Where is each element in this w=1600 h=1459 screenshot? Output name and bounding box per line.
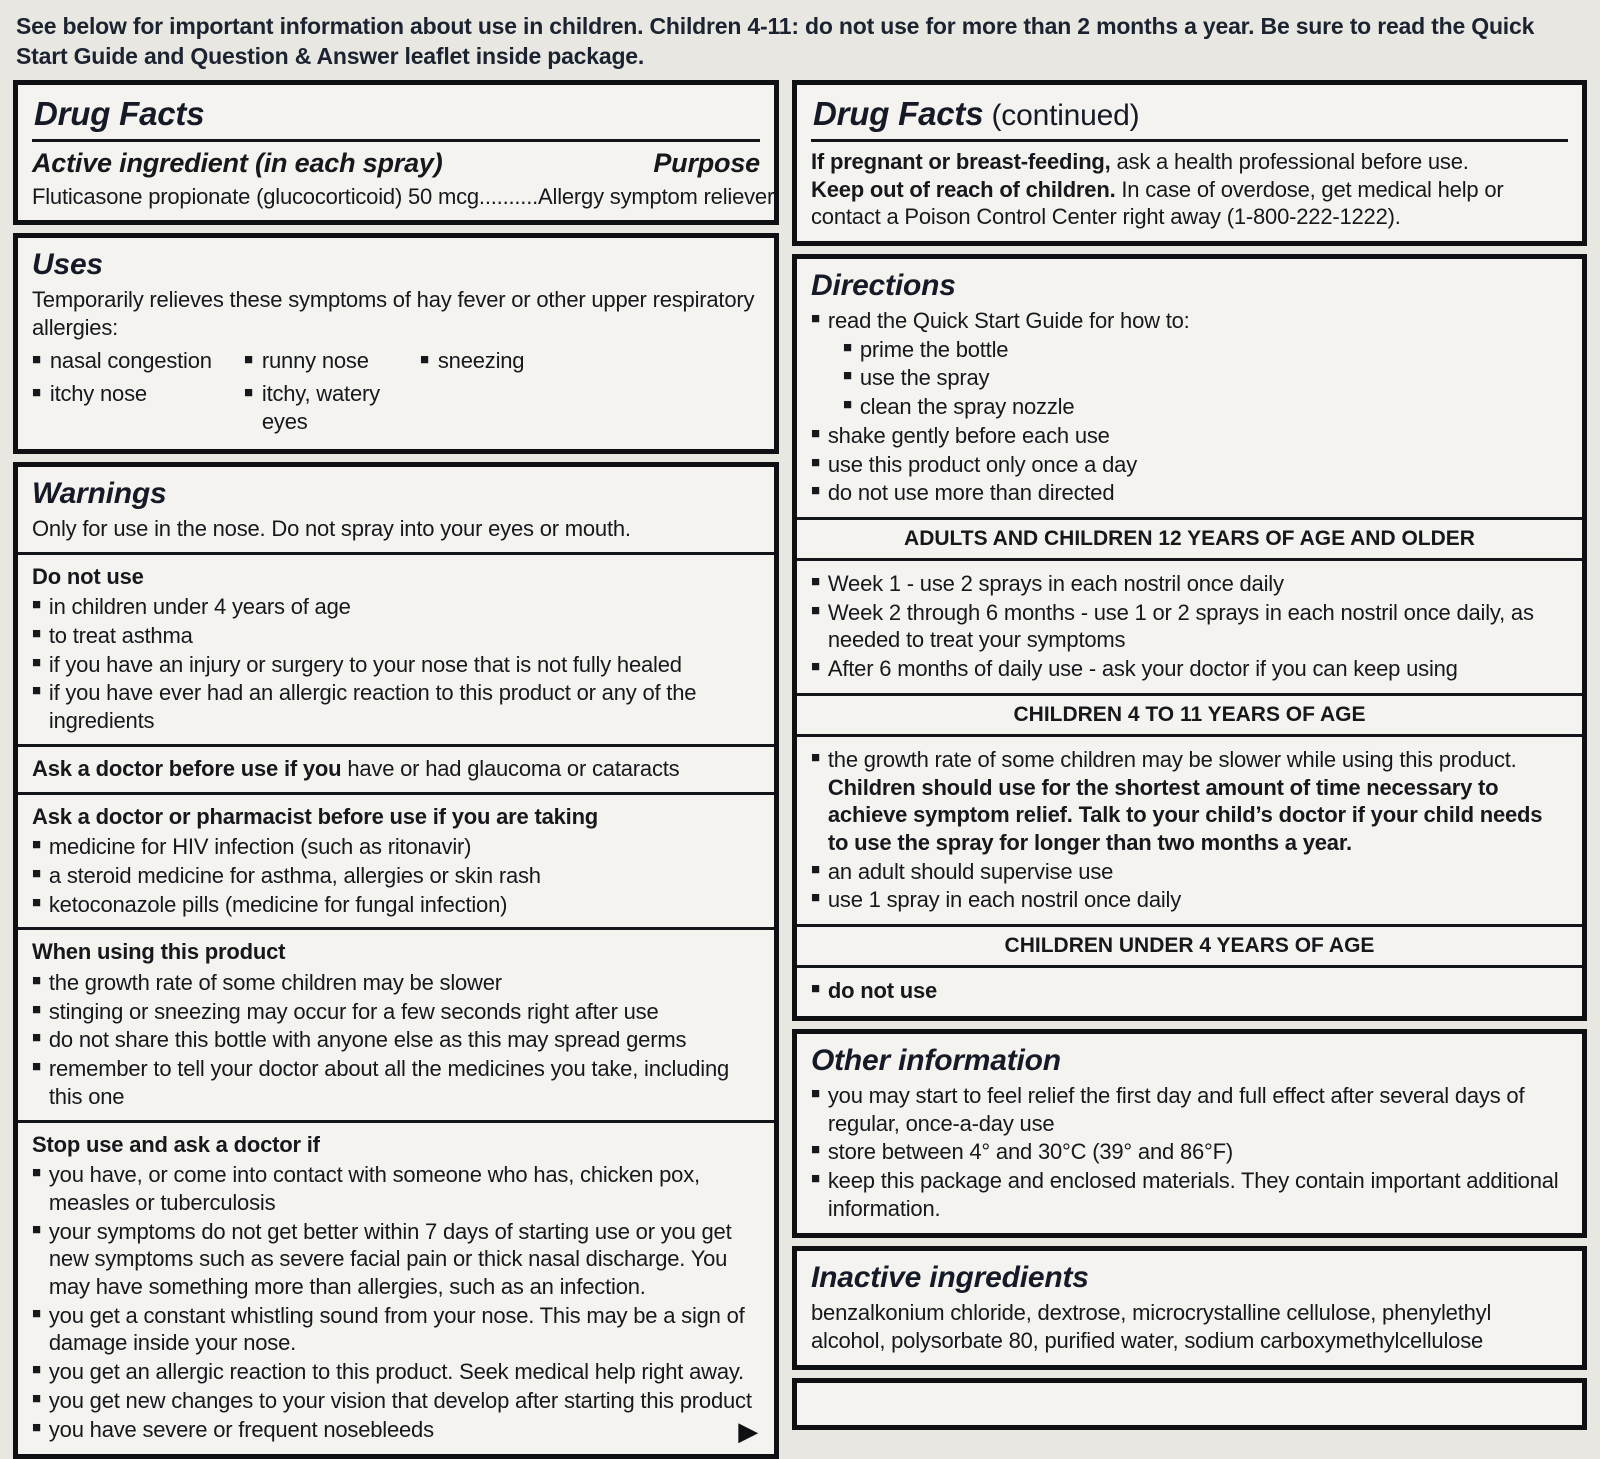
bullet-square-icon: ■ xyxy=(811,1141,820,1159)
active-ingredient-header-row xyxy=(32,148,760,179)
continued-arrow-icon: ▶ xyxy=(738,1416,758,1447)
bullet-item xyxy=(32,679,760,734)
bullet-square-icon: ■ xyxy=(32,383,41,401)
bullet-square-icon: ■ xyxy=(811,980,820,998)
bullet-item xyxy=(811,599,1568,654)
bullet-square-icon: ■ xyxy=(32,682,41,700)
bullet-item xyxy=(32,1026,760,1054)
children-4-11-header: CHILDREN 4 TO 11 YEARS OF AGE xyxy=(797,693,1582,737)
bullet-square-icon: ■ xyxy=(32,1418,41,1436)
bullet-square-icon: ■ xyxy=(32,1361,41,1379)
bullet-item-text: if you have ever had an allergic reaction to this product or any of the ingredients xyxy=(48,680,697,734)
bullet-square-icon: ■ xyxy=(32,1164,41,1182)
bullet-item-text: After 6 months of daily use - ask your doctor if you can keep using xyxy=(827,656,1458,682)
bullet-item xyxy=(811,422,1568,450)
bullet-item xyxy=(244,380,420,437)
children-under-4-header: CHILDREN UNDER 4 YEARS OF AGE xyxy=(797,924,1582,968)
bullet-item xyxy=(32,1358,760,1386)
bullet-item xyxy=(244,347,420,376)
bullet-item xyxy=(843,393,1568,421)
bullet-item-text: do not use xyxy=(827,978,938,1004)
empty-panel xyxy=(792,1378,1587,1430)
bullet-item-text: itchy, watery eyes xyxy=(261,380,380,435)
stop-use-list xyxy=(32,1161,760,1447)
divider xyxy=(32,139,760,142)
bullet-item xyxy=(32,347,244,376)
bullet-square-icon: ■ xyxy=(32,893,41,911)
bullet-item xyxy=(32,1416,760,1447)
adults-list xyxy=(811,570,1568,683)
bullet-square-icon: ■ xyxy=(32,971,41,989)
bullet-item xyxy=(32,651,760,679)
bullet-square-icon: ■ xyxy=(811,860,820,878)
bullet-item-text: you get new changes to your vision that develop after starting this product xyxy=(48,1387,752,1413)
bullet-item-text: the growth rate of some children may be slower xyxy=(48,969,502,995)
bullet-item-text: clean the spray nozzle xyxy=(859,394,1075,420)
bullet-item xyxy=(32,380,244,437)
left-column xyxy=(13,80,779,1447)
bullet-item xyxy=(420,347,760,376)
bullet-item-text: do not use more than directed xyxy=(827,480,1115,506)
divider xyxy=(18,744,774,747)
bullet-item xyxy=(32,891,760,919)
bullet-square-icon: ■ xyxy=(811,424,820,442)
bullet-item-text: Week 2 through 6 months - use 1 or 2 sprays in each nostril once daily, as needed to treat your symptoms xyxy=(827,599,1534,653)
bullet-item-text: stinging or sneezing may occur for a few seconds right after use xyxy=(48,998,659,1024)
bullet-square-icon: ■ xyxy=(843,396,852,414)
bullet-item-text: keep this package and enclosed materials. They contain important additional information. xyxy=(827,1168,1559,1221)
bullet-item xyxy=(811,977,1568,1005)
bullet-item xyxy=(811,655,1568,683)
bullet-item xyxy=(811,746,1568,857)
bullet-item xyxy=(32,1161,760,1216)
bullet-item-text: itchy nose xyxy=(49,380,147,406)
active-ingredient-heading: Active ingredient (in each spray) xyxy=(32,147,443,178)
bullet-item xyxy=(811,886,1568,914)
bullet-item xyxy=(843,336,1568,364)
when-using-list xyxy=(32,969,760,1111)
bullet-square-icon: ■ xyxy=(811,748,820,766)
bullet-square-icon: ■ xyxy=(32,1389,41,1407)
inactive-ingredients-title: Inactive ingredients xyxy=(811,1261,1089,1295)
bullet-item-text: shake gently before each use xyxy=(827,422,1110,448)
bullet-square-icon: ■ xyxy=(811,309,820,327)
other-information-title: Other information xyxy=(811,1043,1061,1077)
drug-facts-panel xyxy=(13,80,779,225)
warnings-title: Warnings xyxy=(32,477,167,510)
bullet-item xyxy=(811,479,1568,507)
bullet-item xyxy=(32,622,760,650)
divider xyxy=(18,792,774,795)
bullet-square-icon: ■ xyxy=(244,351,253,369)
bullet-item-text: Week 1 - use 2 sprays in each nostril once daily xyxy=(827,570,1284,596)
uses-section xyxy=(13,233,779,454)
bullet-item-text: if you have an injury or surgery to your nose that is not fully healed xyxy=(48,651,682,677)
bullet-square-icon: ■ xyxy=(811,1170,820,1188)
bullet-item xyxy=(811,1138,1568,1166)
directions-title: Directions xyxy=(811,268,956,302)
inactive-ingredients-section xyxy=(792,1246,1587,1369)
bullet-item xyxy=(811,858,1568,886)
bullet-square-icon: ■ xyxy=(32,1058,41,1076)
bullet-square-icon: ■ xyxy=(32,836,41,854)
bullet-item xyxy=(32,1055,760,1110)
drug-facts-continued-title: Drug Facts (continued) xyxy=(813,94,1140,132)
adults-header: ADULTS AND CHILDREN 12 YEARS OF AGE AND OLDER xyxy=(797,517,1582,561)
bullet-item xyxy=(811,570,1568,598)
bullet-square-icon: ■ xyxy=(420,351,429,369)
bullet-square-icon: ■ xyxy=(32,351,41,369)
drug-facts-label xyxy=(0,80,1600,1447)
bullet-item xyxy=(843,364,1568,392)
uses-symptom-list xyxy=(32,345,760,439)
stop-use-heading: Stop use and ask a doctor if xyxy=(32,1131,320,1157)
bullet-square-icon: ■ xyxy=(811,482,820,500)
bullet-item-text: in children under 4 years of age xyxy=(48,594,351,620)
when-using-heading: When using this product xyxy=(32,939,286,965)
bullet-square-icon: ■ xyxy=(811,453,820,471)
ask-pharmacist-heading: Ask a doctor or pharmacist before use if you are taking xyxy=(32,803,599,829)
bullet-item-text: store between 4° and 30°C (39° and 86°F) xyxy=(827,1139,1233,1165)
children-under-4-list xyxy=(811,977,1568,1005)
bullet-square-icon: ■ xyxy=(811,1084,820,1102)
continued-suffix: (continued) xyxy=(983,98,1140,132)
bullet-item xyxy=(811,1167,1568,1222)
bullet-item-text: you get an allergic reaction to this product. Seek medical help right away. xyxy=(48,1359,744,1385)
directions-section xyxy=(792,254,1587,1021)
bullet-square-icon: ■ xyxy=(32,1220,41,1238)
bullet-item-text: sneezing xyxy=(437,348,525,374)
bullet-square-icon: ■ xyxy=(32,864,41,882)
bullet-item-text: use this product only once a day xyxy=(827,451,1138,477)
bullet-square-icon: ■ xyxy=(32,1000,41,1018)
bullet-square-icon: ■ xyxy=(32,1029,41,1047)
bullet-item-text: you get a constant whistling sound from your nose. This may be a sign of damage inside your nose. xyxy=(48,1302,745,1356)
bullet-item-text: remember to tell your doctor about all the medicines you take, including this one xyxy=(48,1056,730,1109)
bullet-square-icon: ■ xyxy=(811,572,820,590)
ask-doctor-line xyxy=(32,755,760,783)
bullet-item-text: medicine for HIV infection (such as ritonavir) xyxy=(48,834,472,860)
bullet-item-text: nasal congestion xyxy=(49,348,212,374)
bullet-square-icon: ■ xyxy=(811,889,820,907)
bullet-item xyxy=(32,998,760,1026)
bullet-item-text: the growth rate of some children may be slower while using this product. Children should use for the shortest amount of time necessary to achieve symptom relief. Talk to your child’s doctor if your child needs to use the spray for longer than two months a year. xyxy=(827,746,1543,855)
bullet-square-icon: ■ xyxy=(843,338,852,356)
package-top-note: See below for important information about use in children. Children 4-11: do not use for more than 2 months a year. Be sure to read the Quick Start Guide and Question & Answer leaflet inside package. xyxy=(16,13,1535,69)
keep-out-of-reach-warning: Keep out of reach of children. In case of overdose, get medical help or contact a Poison Control Center right away (1-800-222-1222). xyxy=(811,176,1504,230)
drug-facts-continued-panel xyxy=(792,80,1587,246)
bullet-item-text: you have severe or frequent nosebleeds xyxy=(48,1416,434,1442)
bullet-square-icon: ■ xyxy=(32,1304,41,1322)
bullet-item xyxy=(811,451,1568,479)
other-information-section xyxy=(792,1029,1587,1239)
bullet-item-text: read the Quick Start Guide for how to: xyxy=(827,307,1190,333)
bullet-item-text: use the spray xyxy=(859,365,990,391)
bullet-item-text: you have, or come into contact with someone who has, chicken pox, measles or tuberculosis xyxy=(48,1162,700,1215)
divider xyxy=(18,552,774,555)
bullet-item xyxy=(811,307,1568,335)
uses-intro: Temporarily relieves these symptoms of hay fever or other upper respiratory allergies: xyxy=(32,286,755,340)
bullet-square-icon: ■ xyxy=(811,658,820,676)
warnings-intro: Only for use in the nose. Do not spray into your eyes or mouth. xyxy=(32,516,631,541)
divider xyxy=(18,1120,774,1123)
uses-title: Uses xyxy=(32,247,103,281)
bullet-item-text: your symptoms do not get better within 7 days of starting use or you get new symptoms such as severe facial pain or thick nasal discharge. You may have something more than allergies, such as an infection. xyxy=(48,1218,732,1300)
directions-list xyxy=(811,307,1568,507)
purpose-heading: Purpose xyxy=(653,147,760,178)
bullet-item-text: an adult should supervise use xyxy=(827,858,1114,884)
bullet-item xyxy=(811,1082,1568,1137)
bullet-item-text: ketoconazole pills (medicine for fungal infection) xyxy=(48,891,508,917)
warnings-section xyxy=(13,462,779,1459)
children-4-11-list xyxy=(811,746,1568,914)
divider xyxy=(811,139,1568,142)
bullet-square-icon: ■ xyxy=(32,625,41,643)
bullet-item xyxy=(32,833,760,861)
bullet-item xyxy=(32,862,760,890)
right-column xyxy=(792,80,1587,1380)
drug-facts-title: Drug Facts xyxy=(34,94,205,132)
divider xyxy=(18,927,774,930)
bullet-square-icon: ■ xyxy=(32,653,41,671)
other-information-list xyxy=(811,1082,1568,1223)
bullet-item-text: do not share this bottle with anyone else as this may spread germs xyxy=(48,1027,687,1053)
pregnant-warning: If pregnant or breast-feeding, ask a health professional before use. xyxy=(811,148,1469,174)
bullet-item-text: use 1 spray in each nostril once daily xyxy=(827,887,1182,913)
bullet-square-icon: ■ xyxy=(32,596,41,614)
inactive-ingredients-text: benzalkonium chloride, dextrose, microcrystalline cellulose, phenylethyl alcohol, polysorbate 80, purified water, sodium carboxymethylcellulose xyxy=(811,1300,1492,1354)
ask-pharmacist-list xyxy=(32,833,760,918)
bullet-item-text: to treat asthma xyxy=(48,623,193,649)
bullet-square-icon: ■ xyxy=(811,601,820,619)
ask-doctor-bold: Ask a doctor before use if you xyxy=(32,755,342,781)
bullet-item-text: prime the bottle xyxy=(859,336,1009,362)
bullet-item xyxy=(32,1387,760,1415)
bullet-square-icon: ■ xyxy=(843,367,852,385)
bullet-item xyxy=(32,593,760,621)
active-ingredient-line: Fluticasone propionate (glucocorticoid) 50 mcg..........Allergy symptom reliever xyxy=(32,183,775,209)
bullet-item-text: a steroid medicine for asthma, allergies or skin rash xyxy=(48,862,541,888)
bullet-item xyxy=(32,969,760,997)
bullet-item xyxy=(32,1302,760,1357)
ask-doctor-rest: have or had glaucoma or cataracts xyxy=(341,755,680,781)
bullet-item xyxy=(32,1218,760,1301)
bullet-square-icon: ■ xyxy=(244,383,253,401)
do-not-use-heading: Do not use xyxy=(32,563,144,589)
do-not-use-list xyxy=(32,593,760,735)
bullet-item-text: you may start to feel relief the first day and full effect after several days of regular, once-a-day use xyxy=(827,1082,1525,1136)
bullet-item-text: runny nose xyxy=(261,348,369,374)
